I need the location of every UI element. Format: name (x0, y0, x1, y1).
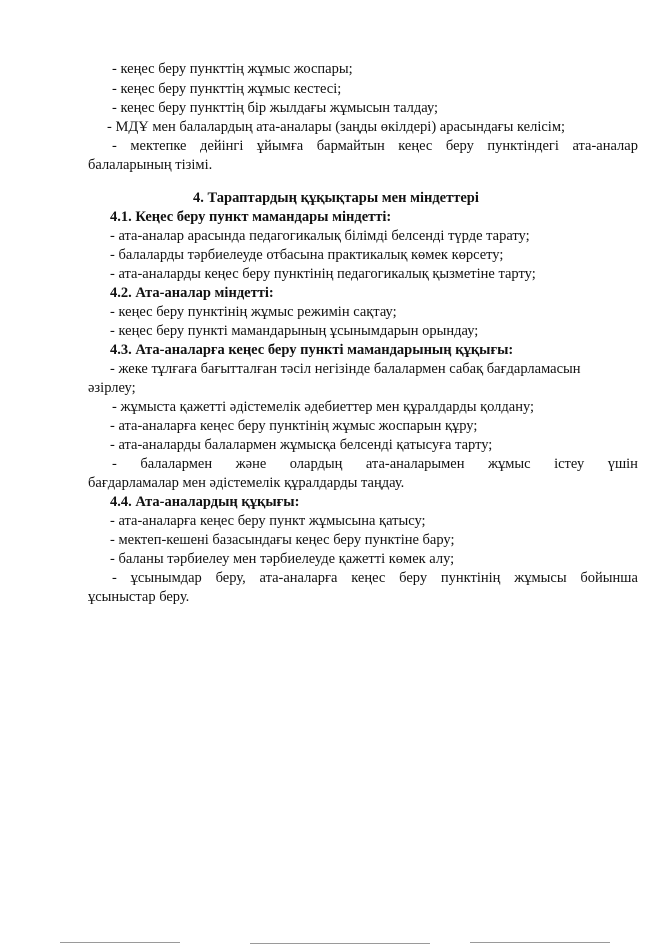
word: жұмыс (487, 456, 531, 472)
word: жұмысы (514, 570, 567, 586)
intro-item-2: - кеңес беру пункттің жұмыс кестесі; (112, 81, 342, 97)
scan-mark (470, 942, 610, 943)
intro-item-3: - кеңес беру пункттің бір жылдағы жұмысын талдау; (112, 100, 439, 116)
word: бойынша (580, 570, 638, 586)
list-item: - балаларды тәрбиелеуде отбасына практикалық көмек көрсету; (110, 247, 504, 263)
subsection-4-1-heading: 4.1. Кеңес беру пункт мамандары міндетті: (110, 209, 392, 225)
list-item: - ата-аналарды балалармен жұмысқа белсенді қатысуға тарту; (110, 437, 493, 453)
scan-mark (60, 942, 180, 943)
intro-item-5-line1 (112, 137, 638, 155)
word: пунктінің (440, 570, 501, 586)
word: және (235, 456, 267, 472)
word: - (112, 456, 117, 472)
word: бармайтын (316, 138, 385, 154)
subsection-4-3-heading: 4.3. Ата-аналарға кеңес беру пункті мамандарының құқығы: (110, 342, 514, 358)
word: беру (399, 570, 428, 586)
list-item: - ата-аналарды кеңес беру пунктінің педагогикалық қызметіне тарту; (110, 266, 536, 282)
word: беру (445, 138, 474, 154)
word: - (112, 570, 117, 586)
subsection-4-2-heading: 4.2. Ата-аналар міндетті: (110, 285, 274, 301)
word: істеу (554, 456, 585, 472)
list-item-line1: - жеке тұлғаға бағытталған тәсіл негізінде балалармен сабақ бағдарламасын (110, 361, 581, 377)
word: балалармен (140, 456, 213, 472)
word: ата-аналарға (259, 570, 338, 586)
word: беру, (215, 570, 246, 586)
list-item-line1 (112, 455, 638, 473)
list-item: - жұмыста қажетті әдістемелік әдебиеттер мен құралдарды қолдану; (112, 399, 535, 415)
list-item: - баланы тәрбиелеу мен тәрбиелеуде қажетті көмек алу; (110, 551, 455, 567)
word: олардың (289, 456, 343, 472)
word: пунктіндегі (487, 138, 559, 154)
word: ұйымға (256, 138, 304, 154)
section-title: 4. Тараптардың құқықтары мен міндеттері (193, 190, 479, 206)
intro-item-5-line2: балаларының тізімі. (88, 157, 213, 173)
intro-item-4: - МДҰ мен балалардың ата-аналары (заңды өкілдері) арасындағы келісім; (107, 119, 566, 135)
word: үшін (607, 456, 638, 472)
list-item-line2: әзірлеу; (88, 380, 136, 396)
subsection-4-4-heading: 4.4. Ата-аналардың құқығы: (110, 494, 300, 510)
word: ата-аналарымен (365, 456, 465, 472)
list-item: - мектеп-кешені базасындағы кеңес беру пунктіне бару; (110, 532, 455, 548)
list-item: - ата-аналарға кеңес беру пункт жұмысына қатысу; (110, 513, 426, 529)
word: - (112, 138, 117, 154)
intro-item-1: - кеңес беру пункттің жұмыс жоспары; (112, 61, 353, 77)
list-item-line2: ұсыныстар беру. (88, 589, 190, 605)
word: ұсынымдар (130, 570, 202, 586)
list-item: - ата-аналарға кеңес беру пунктінің жұмыс жоспарын құру; (110, 418, 478, 434)
list-item: - кеңес беру пунктінің жұмыс режимін сақтау; (110, 304, 397, 320)
list-item-line1 (112, 569, 638, 587)
word: кеңес (398, 138, 433, 154)
list-item: - ата-аналар арасында педагогикалық білімді белсенді түрде тарату; (110, 228, 530, 244)
word: дейінгі (200, 138, 244, 154)
word: кеңес (351, 570, 386, 586)
word: мектепке (130, 138, 187, 154)
word: ата-аналар (572, 138, 638, 154)
list-item: - кеңес беру пункті мамандарының ұсынымдарын орындау; (110, 323, 479, 339)
scan-mark (250, 943, 430, 944)
list-item-line2: бағдарламалар мен әдістемелік құралдарды таңдау. (88, 475, 405, 491)
